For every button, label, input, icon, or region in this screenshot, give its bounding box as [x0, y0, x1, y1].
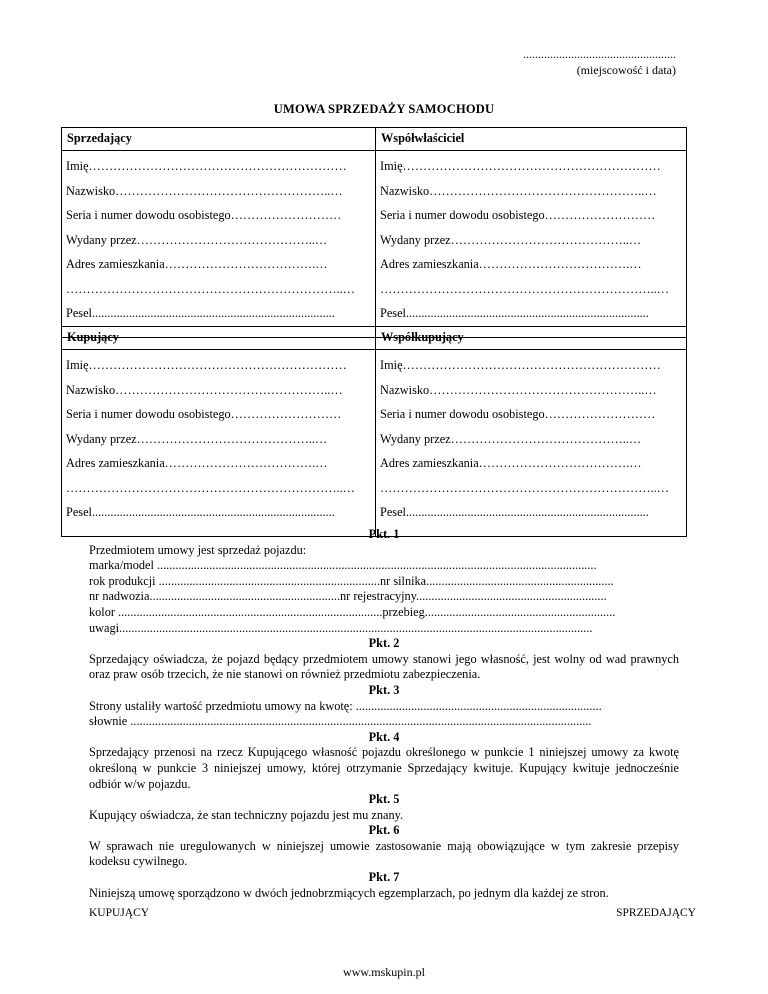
price-in-words-field[interactable]: słownie ...................................................................................................................................................... — [89, 714, 592, 729]
buyer-issued-by-field[interactable]: Wydany przez……………………………………..… — [66, 431, 328, 446]
clause-3-title: Pkt. 3 — [368, 682, 400, 697]
co-owner-last-name-field[interactable]: Nazwisko……………………………………………..… — [380, 183, 657, 198]
seller-fields — [62, 151, 376, 338]
seller-last-name-field[interactable]: Nazwisko……………………………………………..… — [66, 183, 343, 198]
co-owner-fields — [376, 151, 687, 338]
co-owner-header: Współwłaściciel — [376, 128, 687, 151]
co-buyer-address-line2-field[interactable]: …………………………………………………………..… — [380, 480, 669, 495]
seller-address-line2-field[interactable]: …………………………………………………………..… — [66, 281, 355, 296]
co-buyer-last-name-field[interactable]: Nazwisko……………………………………………..… — [380, 382, 657, 397]
buyer-header: Kupujący — [62, 327, 376, 350]
price-amount-field[interactable]: Strony ustaliły wartość przedmiotu umowy na kwotę: ................................................................................ — [89, 698, 602, 713]
clause-4-title: Pkt. 4 — [368, 729, 400, 744]
co-buyer-header: Współkupujący — [376, 327, 687, 350]
clause-1-intro: Przedmiotem umowy jest sprzedaż pojazdu: — [89, 542, 307, 557]
document-title: UMOWA SPRZEDAŻY SAMOCHODU — [273, 102, 495, 116]
buyer-pesel-field[interactable]: Pesel............................................................................... — [66, 505, 335, 519]
clause-5-title: Pkt. 5 — [368, 792, 400, 807]
co-buyer-first-name-field[interactable]: Imię……………………………………………………… — [380, 358, 661, 372]
footer-website: www.mskupin.pl — [343, 965, 425, 979]
vehicle-notes-field[interactable]: uwagi.......................................................................................................................................................... — [89, 620, 593, 635]
co-buyer-issued-by-field[interactable]: Wydany przez……………………………………..… — [380, 431, 642, 446]
co-owner-pesel-field[interactable]: Pesel............................................................................... — [380, 306, 649, 320]
seller-first-name-field[interactable]: Imię……………………………………………………… — [66, 159, 347, 173]
co-owner-issued-by-field[interactable]: Wydany przez……………………………………..… — [380, 232, 642, 247]
buyer-first-name-field[interactable]: Imię……………………………………………………… — [66, 358, 347, 372]
seller-address-field[interactable]: Adres zamieszkania……………………………….… — [66, 257, 328, 271]
clause-6-title: Pkt. 6 — [368, 823, 400, 838]
buyers-table — [61, 326, 687, 537]
vehicle-vin-registration-field[interactable]: nr nadwozia..............................................................nr rejestracyjny.............................................................. — [89, 589, 607, 604]
seller-issued-by-field[interactable]: Wydany przez……………………………………..… — [66, 232, 328, 247]
clause-5-text: Kupujący oświadcza, że stan techniczny pojazdu jest mu znany. — [89, 807, 404, 822]
clause-2-title: Pkt. 2 — [368, 636, 400, 651]
co-buyer-pesel-field[interactable]: Pesel............................................................................... — [380, 505, 649, 519]
co-owner-first-name-field[interactable]: Imię……………………………………………………… — [380, 159, 661, 173]
vehicle-color-mileage-field[interactable]: kolor ......................................................................................przebieg.............................................................. — [89, 604, 616, 619]
place-date-block — [523, 46, 676, 78]
clause-7-title: Pkt. 7 — [368, 870, 400, 885]
buyer-address-field[interactable]: Adres zamieszkania……………………………….… — [66, 456, 328, 470]
co-owner-address-line2-field[interactable]: …………………………………………………………..… — [380, 281, 669, 296]
clause-7-text: Niniejszą umowę sporządzono w dwóch jednobrzmiących egzemplarzach, po jednym dla każdej ze stron. — [89, 885, 609, 900]
vehicle-year-engine-field[interactable]: rok produkcji ........................................................................nr silnika............................................................. — [89, 573, 614, 588]
buyer-last-name-field[interactable]: Nazwisko……………………………………………..… — [66, 382, 343, 397]
seller-id-number-field[interactable]: Seria i numer dowodu osobistego……………………… — [66, 208, 342, 222]
seller-signature-label: SPRZEDAJĄCY — [616, 907, 696, 919]
place-date-label: (miejscowość i data) — [576, 63, 676, 77]
buyer-address-line2-field[interactable]: …………………………………………………………..… — [66, 480, 355, 495]
seller-header: Sprzedający — [62, 128, 376, 151]
co-owner-id-number-field[interactable]: Seria i numer dowodu osobistego……………………… — [380, 208, 656, 222]
sellers-table — [61, 127, 687, 338]
co-buyer-address-field[interactable]: Adres zamieszkania……………………………….… — [380, 456, 642, 470]
clause-6-text: W sprawach nie uregulowanych w niniejszej umowie zastosowanie mają obowiązujące w tym zakresie przepisy kodeksu cywilnego. — [89, 838, 679, 869]
seller-pesel-field[interactable]: Pesel............................................................................... — [66, 306, 335, 320]
clause-2-text: Sprzedający oświadcza, że pojazd będący przedmiotem umowy stanowi jego własność, jest wolny od wad prawnych oraz praw osób trzecich, że nie stanowi on również przedmiotu zabezpieczenia. — [89, 651, 679, 682]
co-buyer-id-number-field[interactable]: Seria i numer dowodu osobistego……………………… — [380, 407, 656, 421]
buyer-signature-label: KUPUJĄCY — [89, 907, 150, 919]
contract-clauses — [89, 527, 679, 901]
clause-4-text: Sprzedający przenosi na rzecz Kupującego własność pojazdu określonego w punkcie 1 niniejszej umowy za kwotę określoną w punkcie 3 niniejszej umowy, której otrzymanie Sprzedający kwituje. Kupujący kwituje jednocześnie odbiór w/w pojazdu. — [89, 745, 679, 791]
place-date-dots: ................................................... — [523, 47, 676, 61]
clause-1-title: Pkt. 1 — [368, 527, 400, 541]
buyer-id-number-field[interactable]: Seria i numer dowodu osobistego……………………… — [66, 407, 342, 421]
co-buyer-fields — [376, 350, 687, 537]
buyer-fields — [62, 350, 376, 537]
vehicle-make-model-field[interactable]: marka/model ............................................................................................................................................... — [89, 558, 597, 573]
co-owner-address-field[interactable]: Adres zamieszkania……………………………….… — [380, 257, 642, 271]
